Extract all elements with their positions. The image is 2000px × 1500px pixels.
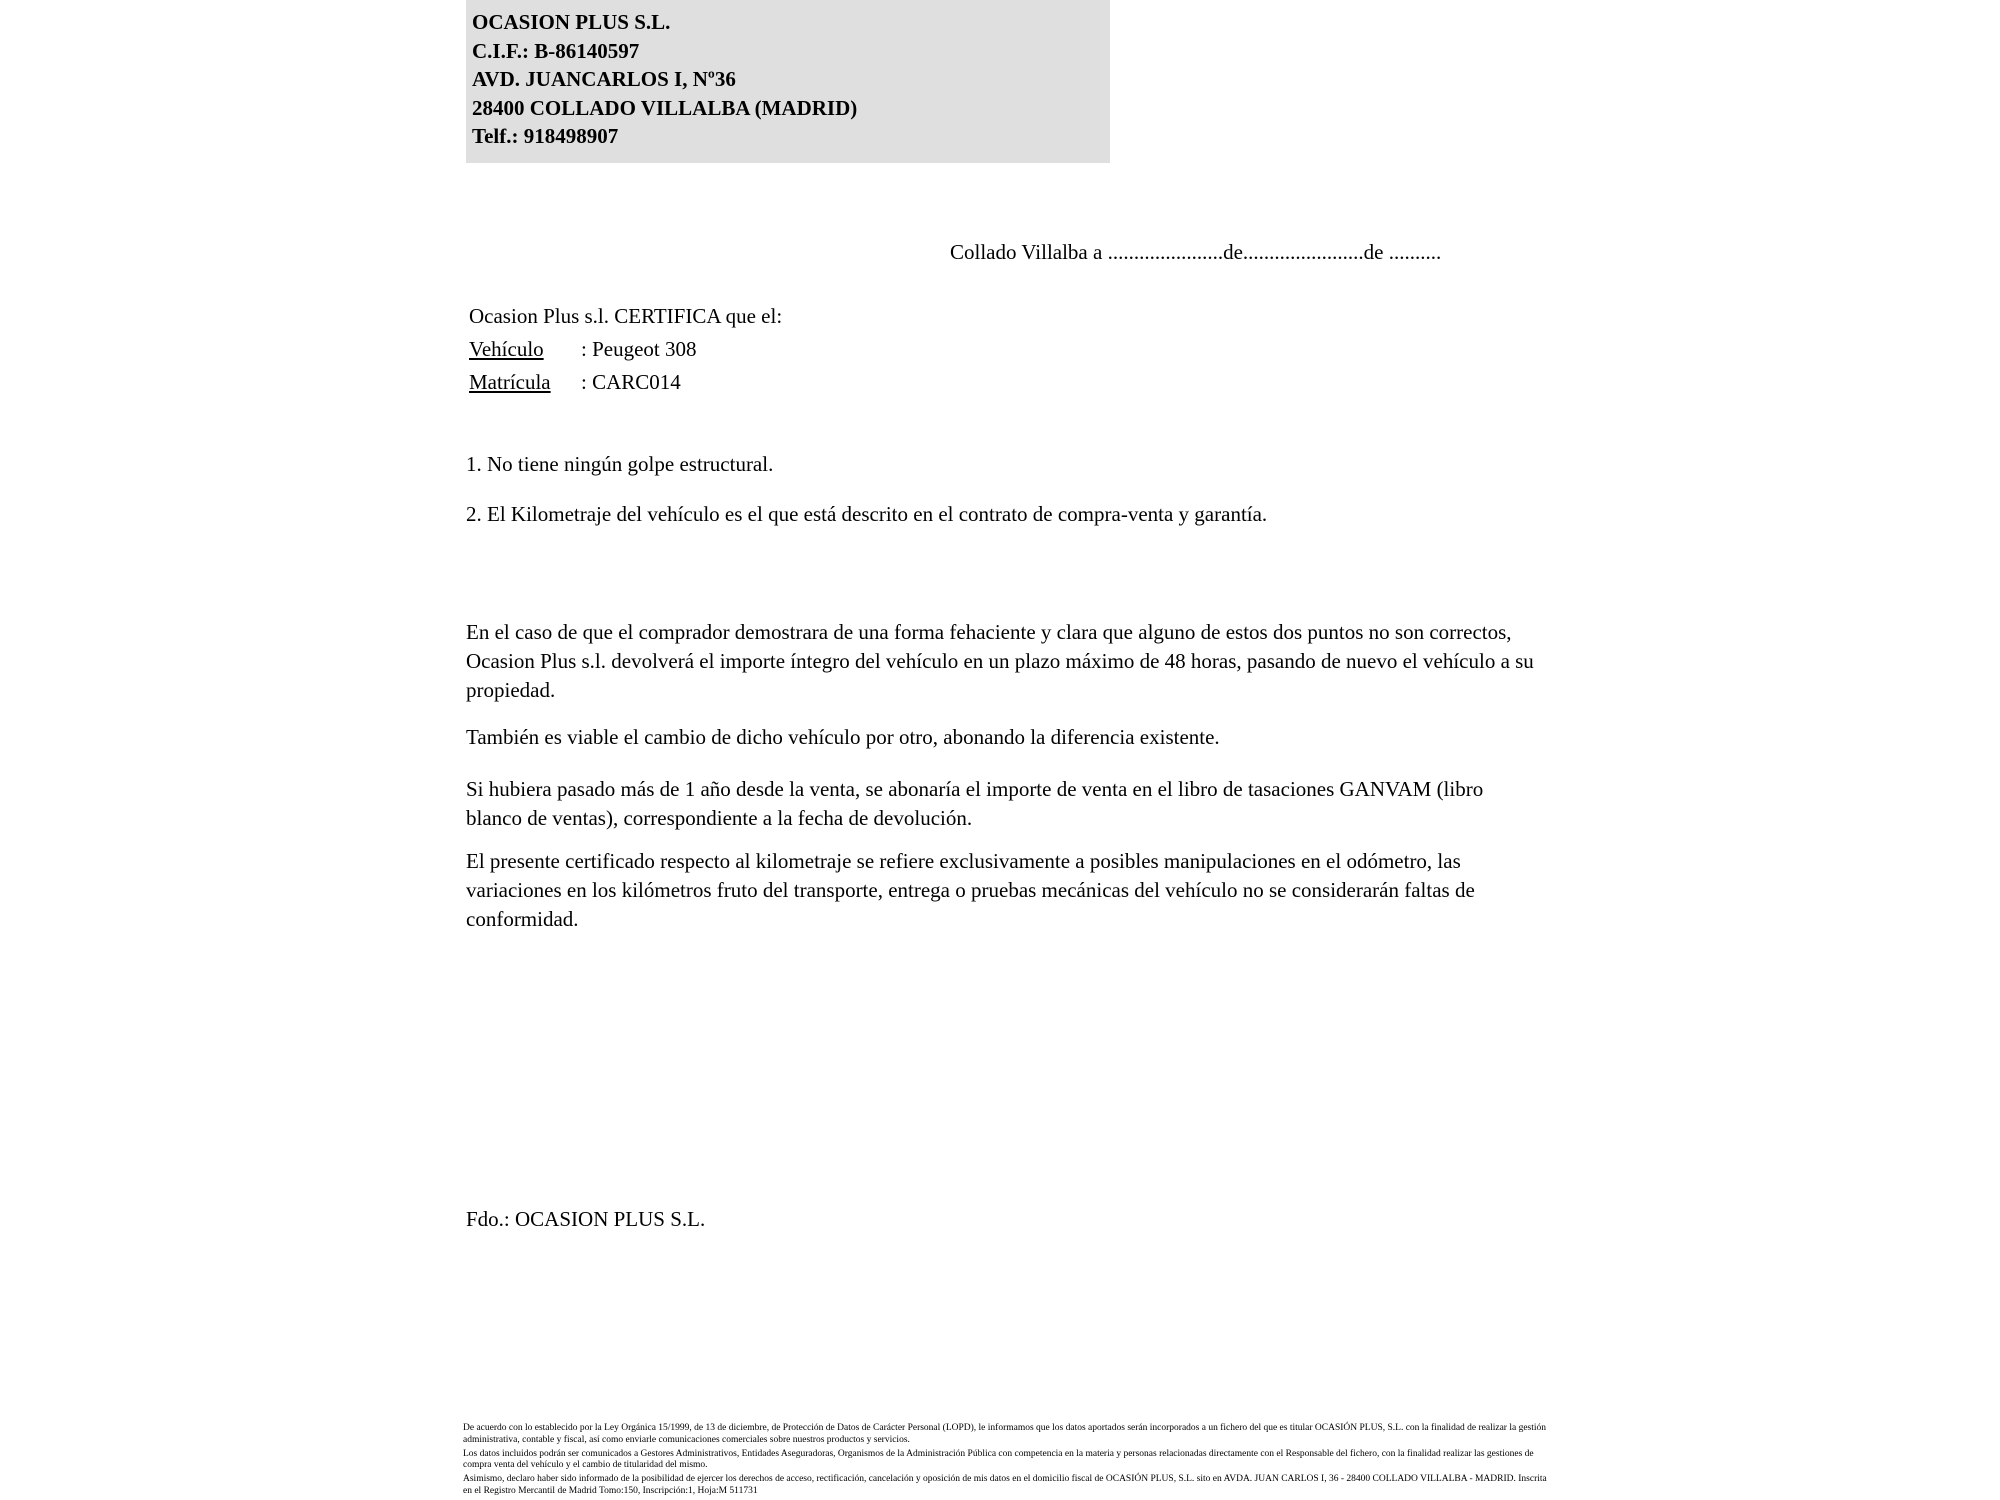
vehicle-label: Vehículo	[469, 337, 544, 361]
company-phone: Telf.: 918498907	[472, 124, 619, 148]
plate-value: : CARC014	[581, 370, 681, 394]
paragraph: El presente certificado respecto al kilometraje se refiere exclusivamente a posibles manipulaciones en el odómetro, las variaciones en los kilómetros fruto del transporte, entrega o pruebas mecánicas del vehículo no se considerarán faltas de conformidad.	[466, 849, 1475, 931]
point-item: 1. No tiene ningún golpe estructural.	[466, 452, 774, 476]
date-line: Collado Villalba a ......................de.......................de ..........	[950, 240, 1442, 264]
company-address: AVD. JUANCARLOS I, Nº36	[472, 67, 736, 91]
certify-block	[469, 300, 782, 399]
paragraph: También es viable el cambio de dicho vehículo por otro, abonando la diferencia existente.	[466, 725, 1220, 749]
paragraph: Si hubiera pasado más de 1 año desde la venta, se abonaría el importe de venta en el libro de tasaciones GANVAM (libro blanco de ventas), correspondiente a la fecha de devolución.	[466, 777, 1484, 830]
letterhead-block	[466, 0, 1110, 163]
legal-paragraph: Asimismo, declaro haber sido informado de la posibilidad de ejercer los derechos de acceso, rectificación, cancelación y oposición de mis datos en el domicilio fiscal de OCASIÓN PLUS, S.L. sito en AVDA. JUAN CARLOS I, 36 - 28400 COLLADO VILLALBA - MADRID. Inscrita en el Registro Mercantil de Madrid Tomo:150, Inscripción:1, Hoja:M 511731	[463, 1474, 1547, 1496]
paragraph: En el caso de que el comprador demostrara de una forma fehaciente y clara que alguno de estos dos puntos no son correctos, Ocasion Plus s.l. devolverá el importe íntegro del vehículo en un plazo máximo de 48 horas, pasando de nuevo el vehículo a su propiedad.	[466, 620, 1534, 702]
certify-intro: Ocasion Plus s.l. CERTIFICA que el:	[469, 304, 783, 328]
vehicle-row	[469, 333, 782, 366]
legal-paragraph: Los datos incluidos podrán ser comunicados a Gestores Administrativos, Entidades Aseguradoras, Organismos de la Administración Pública con competencia en la materia y personas relacionadas directamente con el Responsable del fichero, con la finalidad realizar las gestiones de compra venta del vehículo y el cambio de titularidad del mismo.	[463, 1448, 1534, 1471]
plate-label: Matrícula	[469, 370, 551, 394]
company-name: OCASION PLUS S.L.	[472, 10, 671, 34]
plate-row	[469, 366, 782, 399]
company-cif: C.I.F.: B-86140597	[472, 38, 640, 63]
vehicle-value: : Peugeot 308	[581, 337, 697, 361]
legal-paragraph: De acuerdo con lo establecido por la Ley Orgánica 15/1999, de 13 de diciembre, de Protección de Datos de Carácter Personal (LOPD), le informamos que los datos aportados serán incorporados a un fichero del que es titular OCASIÓN PLUS, S.L. con la finalidad de realizar la gestión administrativa, contable y fiscal, así como enviarle comunicaciones comerciales sobre nuestros productos y servicios.	[463, 1423, 1547, 1445]
company-city: 28400 COLLADO VILLALBA (MADRID)	[472, 95, 858, 120]
legal-footer	[463, 1423, 1553, 1500]
signature-line: Fdo.: OCASION PLUS S.L.	[466, 1207, 706, 1231]
point-item: 2. El Kilometraje del vehículo es el que está descrito en el contrato de compra-venta y garantía.	[466, 502, 1268, 526]
